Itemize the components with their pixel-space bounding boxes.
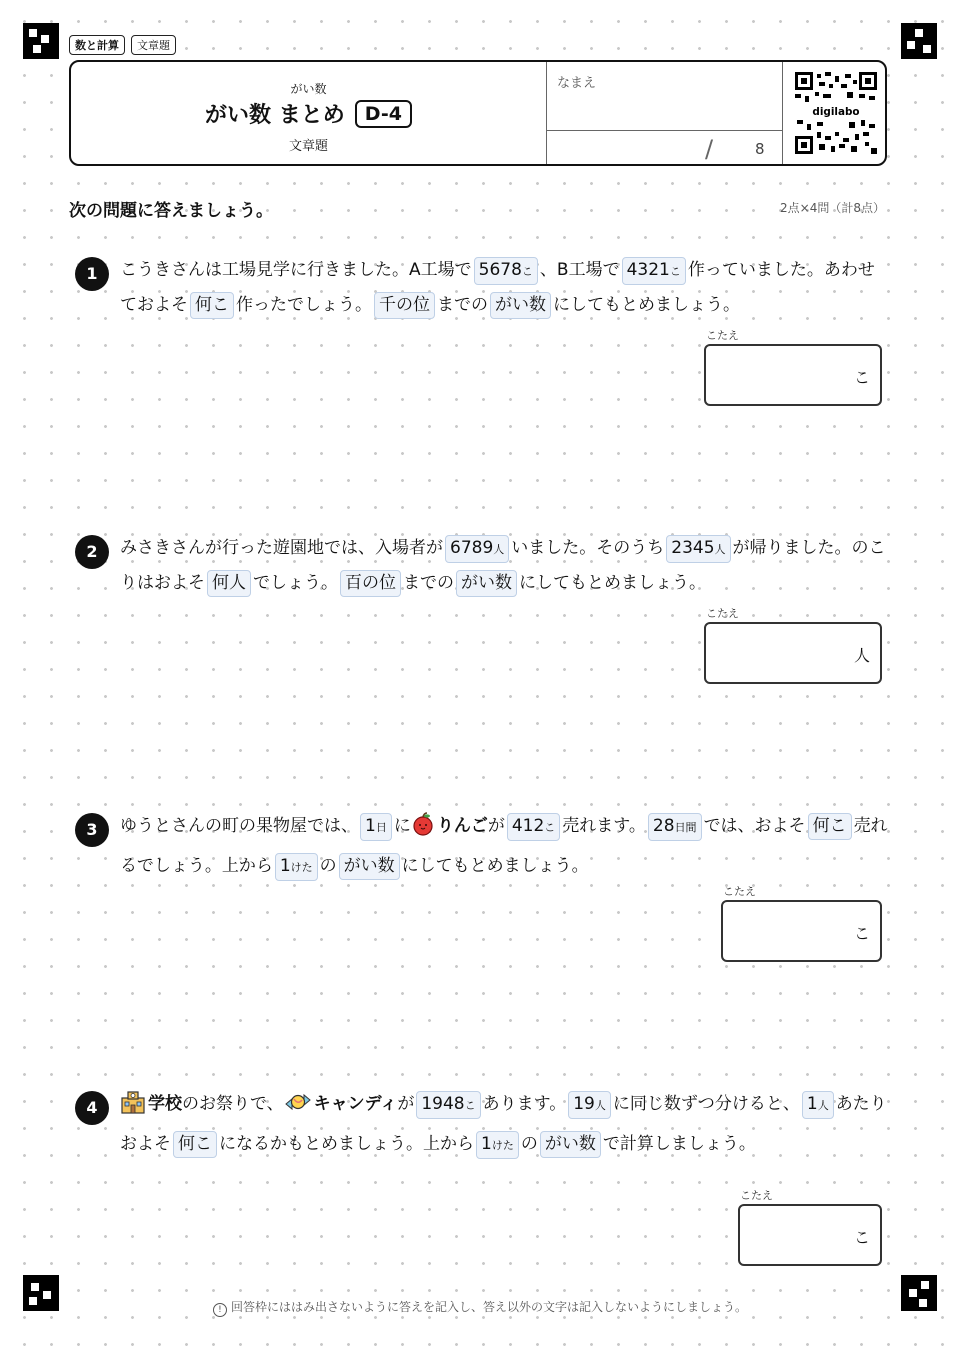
highlight-value: 何こ xyxy=(173,1131,217,1158)
worksheet-header xyxy=(69,60,887,166)
text-segment: までの xyxy=(437,295,488,315)
text-segment: 、B工場で xyxy=(539,260,620,280)
highlight-value: がい数 xyxy=(540,1131,601,1158)
value: 1 xyxy=(365,816,376,836)
apple-icon xyxy=(411,812,435,849)
score-max: 8 xyxy=(755,140,765,158)
name-field[interactable] xyxy=(546,62,783,131)
text-segment: 売れます。 xyxy=(562,816,646,836)
text-segment: になるかもとめましょう。上から xyxy=(219,1134,474,1154)
text-segment: みさきさんが行った遊園地では、入場者が xyxy=(120,538,443,558)
title-row xyxy=(71,98,546,129)
text-segment: 作ったでしょう。 xyxy=(236,295,372,315)
question-text xyxy=(120,809,890,884)
unit: こ xyxy=(521,265,533,278)
text-segment: が帰りました。のこりはおよそ xyxy=(120,538,886,593)
value: 6789 xyxy=(450,538,494,558)
unit: 日間 xyxy=(674,821,697,834)
text-segment: 作っていました。あわせておよそ xyxy=(120,260,875,315)
text-segment: にしてもとめましょう。 xyxy=(519,573,706,593)
highlight-value xyxy=(568,1091,611,1119)
highlight-value: 何こ xyxy=(808,813,852,840)
instruction: 次の問題に答えましょう。 xyxy=(69,201,273,221)
answer-unit: こ xyxy=(853,924,870,943)
highlight-value xyxy=(445,535,509,563)
highlight-value: がい数 xyxy=(490,292,551,319)
score-slash: / xyxy=(705,135,714,163)
score-field[interactable] xyxy=(546,130,783,166)
highlight-value xyxy=(476,1131,519,1159)
name-label: なまえ xyxy=(557,76,597,91)
text-segment: にしてもとめましょう。 xyxy=(553,295,740,315)
highlight-value: がい数 xyxy=(339,853,400,880)
text-segment: 売れるでしょう。上から xyxy=(120,816,888,876)
item-name: りんご xyxy=(436,816,488,836)
unit: 人 xyxy=(714,543,726,556)
qr-area xyxy=(782,62,887,164)
highlight-value xyxy=(275,853,318,881)
tag-subject: 数と計算 xyxy=(69,35,125,55)
highlight-value: 何こ xyxy=(190,292,234,319)
highlight-value xyxy=(360,813,392,841)
unit: こ xyxy=(669,265,681,278)
value: 5678 xyxy=(478,260,522,280)
question-number: 2 xyxy=(75,535,109,569)
text-segment: ゆうとさんの町の果物屋では、 xyxy=(120,816,358,836)
text-segment: の xyxy=(319,856,337,876)
text-segment: では、およそ xyxy=(703,816,806,836)
highlight-value xyxy=(648,813,702,841)
highlight-value: 何人 xyxy=(207,570,251,597)
unit: 人 xyxy=(817,1099,829,1112)
highlight-value xyxy=(507,813,560,841)
question-text xyxy=(120,531,890,601)
text-segment: で計算しましょう。 xyxy=(602,1134,756,1154)
value: 2345 xyxy=(671,538,715,558)
unit: こ xyxy=(464,1099,476,1112)
corner-marker-top-right xyxy=(901,23,937,59)
unit: 人 xyxy=(493,543,505,556)
answer-unit: こ xyxy=(853,1228,870,1247)
text-segment: にしてもとめましょう。 xyxy=(401,856,589,876)
qr-code-icon xyxy=(795,72,877,154)
info-icon: ! xyxy=(213,1303,227,1317)
worksheet-code: D-4 xyxy=(355,100,412,128)
qr-label: digilabo xyxy=(812,106,860,118)
place-name: 学校 xyxy=(148,1094,182,1114)
school-icon xyxy=(120,1090,146,1127)
value: 28 xyxy=(652,816,675,836)
answer-label: こたえ xyxy=(723,885,756,898)
question-number: 4 xyxy=(75,1091,109,1125)
text-segment: あります。 xyxy=(482,1094,567,1114)
highlight-value xyxy=(802,1091,834,1119)
value: 4321 xyxy=(626,260,670,280)
question-number: 1 xyxy=(75,257,109,291)
text-segment: に同じ数ずつ分けると、 xyxy=(612,1094,800,1114)
value: 1 xyxy=(481,1134,492,1154)
text-segment: に xyxy=(393,816,411,836)
answer-box-4[interactable] xyxy=(738,1189,882,1266)
text-segment: こうきさんは工場見学に行きました。A工場で xyxy=(120,260,472,280)
footer-text: 回答枠にははみ出さないように答えを記入し、答え以外の文字は記入しないようにしましょう。 xyxy=(230,1300,747,1314)
highlight-value xyxy=(666,535,730,563)
answer-box-1[interactable] xyxy=(704,329,882,406)
value: 19 xyxy=(573,1094,595,1114)
answer-label: こたえ xyxy=(740,1189,773,1202)
unit: 人 xyxy=(594,1099,606,1112)
answer-box-3[interactable] xyxy=(721,885,882,962)
worksheet-category: 文章題 xyxy=(288,139,328,154)
answer-unit: こ xyxy=(853,368,870,387)
value: 1 xyxy=(279,856,291,876)
footer-note xyxy=(0,1298,960,1317)
text-segment: のお祭りで、 xyxy=(182,1094,284,1114)
text-segment: でしょう。 xyxy=(253,573,338,593)
text-segment: あたりおよそ xyxy=(120,1094,887,1154)
question-text xyxy=(120,1087,890,1162)
question-text xyxy=(120,253,890,323)
highlight-value: 千の位 xyxy=(374,292,435,319)
unit: けた xyxy=(491,1139,514,1152)
text-segment: いました。そのうち xyxy=(511,538,665,558)
worksheet-title: がい数 まとめ xyxy=(205,103,345,128)
answer-box-2[interactable] xyxy=(704,607,882,684)
text-segment: が xyxy=(487,816,505,836)
worksheet-subtitle: がい数 xyxy=(290,82,327,96)
highlight-value: 百の位 xyxy=(340,570,401,597)
unit: けた xyxy=(290,861,313,874)
candy-icon xyxy=(284,1090,312,1127)
text-segment: の xyxy=(520,1134,538,1154)
highlight-value xyxy=(416,1091,480,1119)
text-segment: までの xyxy=(403,573,454,593)
tag-type: 文章題 xyxy=(131,35,176,55)
corner-marker-top-left xyxy=(23,23,59,59)
points-info: 2点×4問（計8点） xyxy=(780,201,885,215)
title-area xyxy=(71,62,546,164)
text-segment: が xyxy=(397,1094,415,1114)
highlight-value xyxy=(474,257,538,285)
value: 412 xyxy=(511,816,545,836)
question-number: 3 xyxy=(75,813,109,847)
highlight-value: がい数 xyxy=(456,570,517,597)
answer-unit: 人 xyxy=(853,646,870,665)
tag-group xyxy=(69,35,176,55)
unit: 日 xyxy=(375,821,387,834)
unit: こ xyxy=(544,821,556,834)
highlight-value xyxy=(622,257,686,285)
answer-label: こたえ xyxy=(706,607,739,620)
value: 1948 xyxy=(421,1094,465,1114)
item-name: キャンディ xyxy=(313,1094,398,1114)
answer-label: こたえ xyxy=(706,329,739,342)
value: 1 xyxy=(806,1094,818,1114)
